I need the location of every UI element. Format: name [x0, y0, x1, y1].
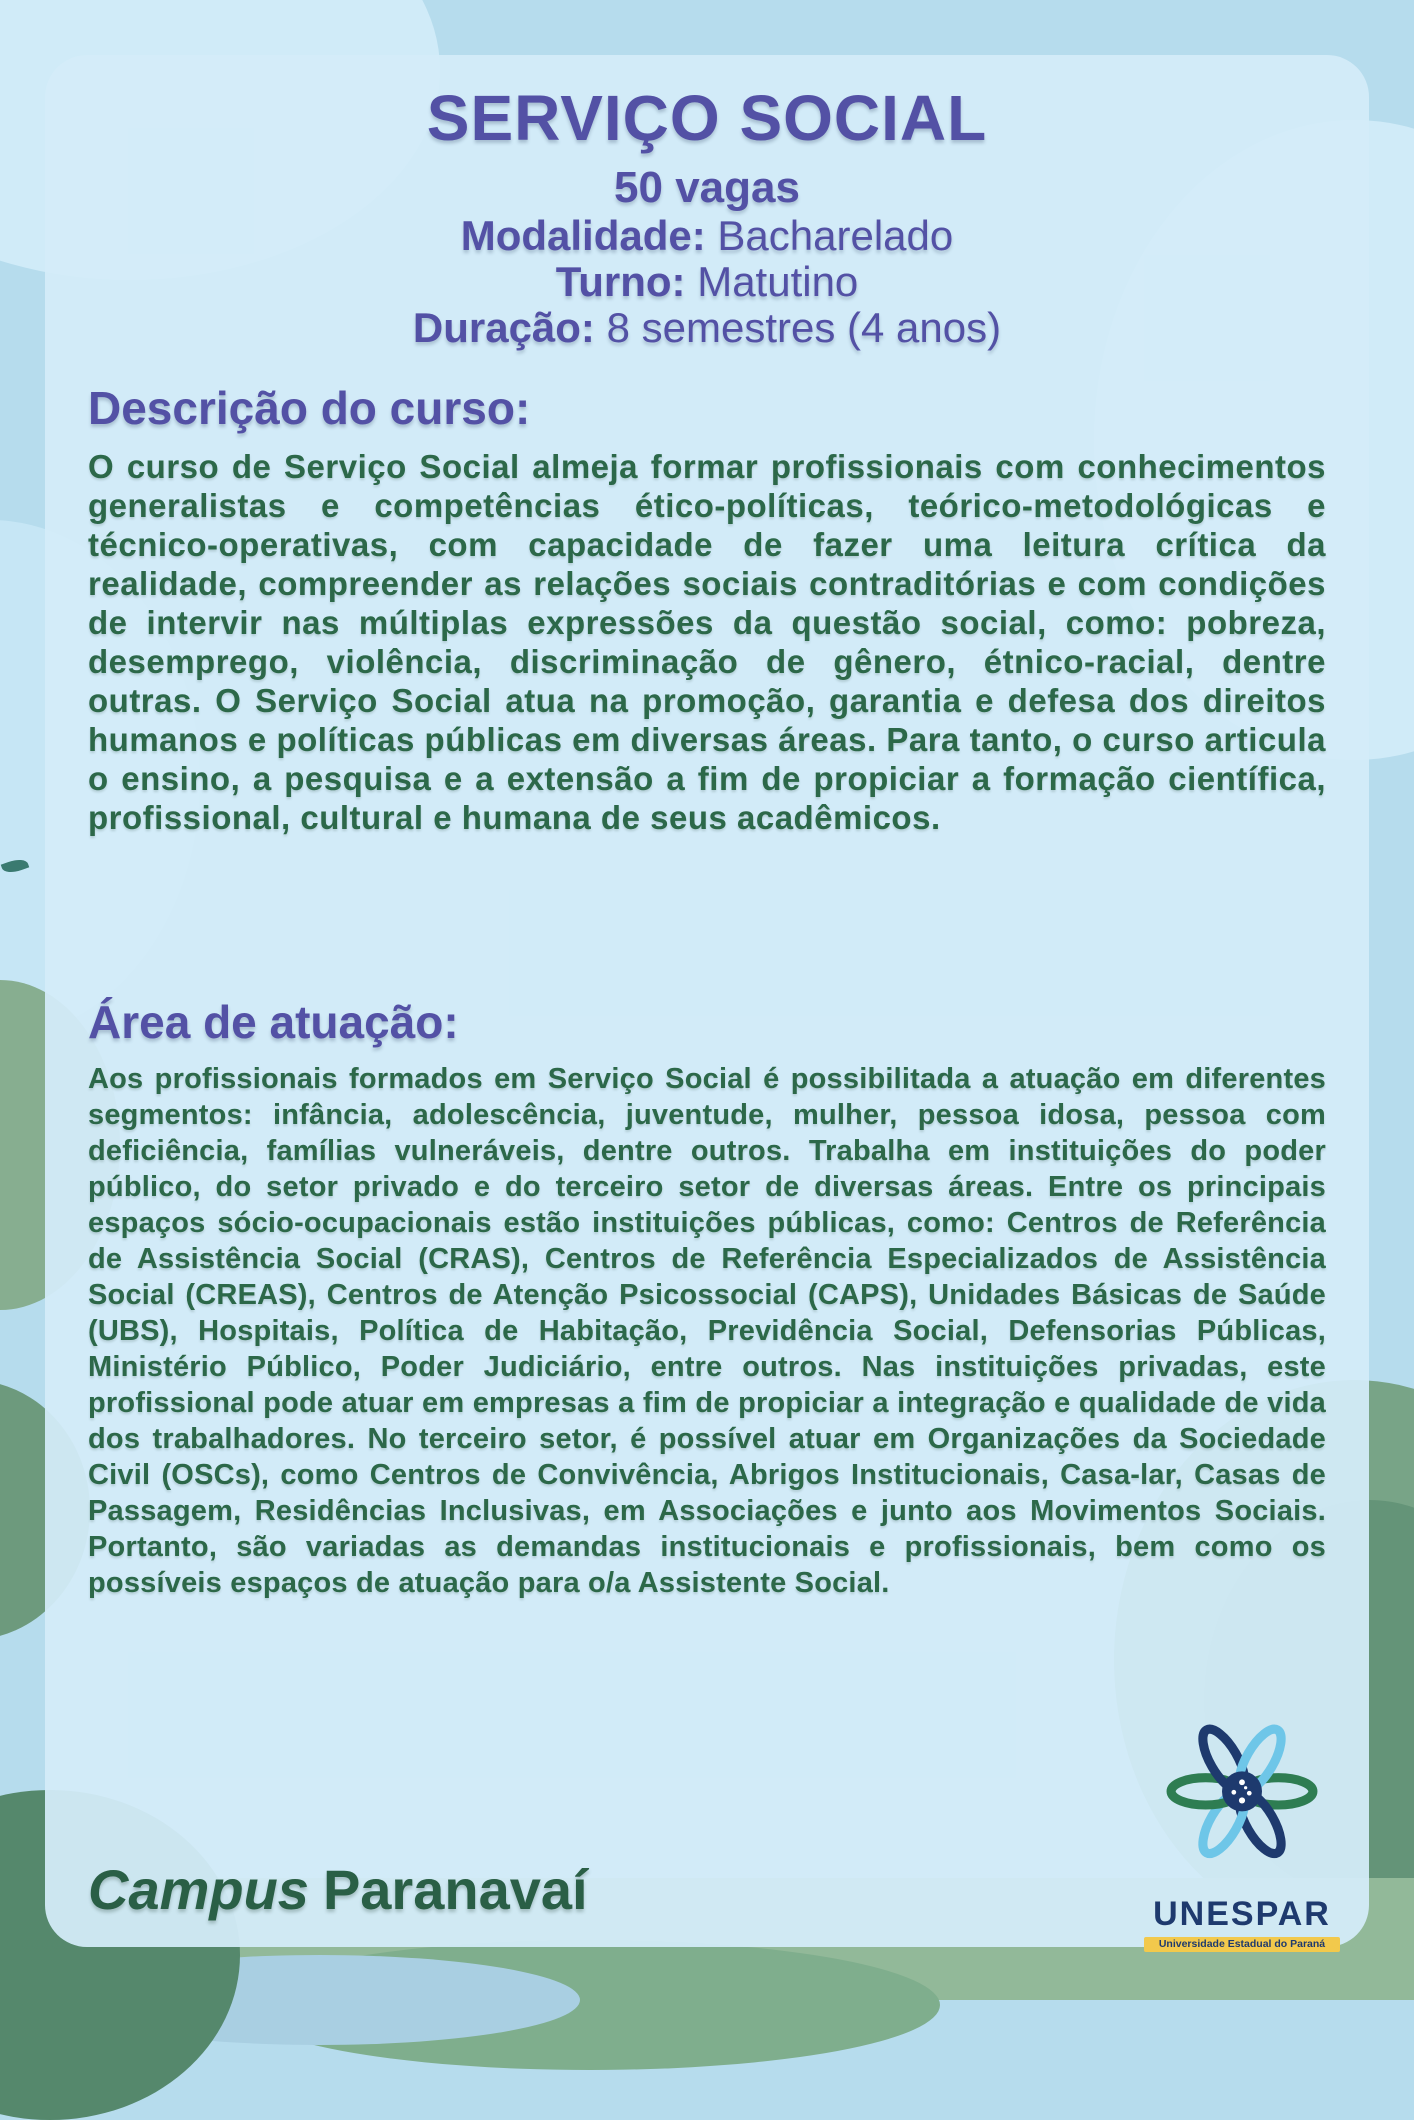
unespar-logo-subtitle: Universidade Estadual do Paraná	[1144, 1937, 1340, 1952]
duracao-label: Duração:	[412, 304, 595, 351]
info-turno	[88, 259, 1326, 305]
campus-word: Campus	[88, 1858, 309, 1921]
unespar-logo-icon	[1142, 1702, 1342, 1888]
section-descricao	[88, 381, 1326, 837]
campus-name: Paranavaí	[322, 1858, 588, 1921]
section-area-heading: Área de atuação:	[88, 996, 459, 1048]
info-duracao	[88, 305, 1326, 351]
unespar-logo	[1132, 1702, 1352, 1952]
course-title: SERVIÇO SOCIAL	[426, 82, 988, 154]
unespar-logo-text: UNESPAR	[1153, 1895, 1331, 1933]
section-descricao-heading: Descrição do curso:	[88, 382, 531, 434]
flyer-header	[88, 81, 1326, 351]
turno-value: Matutino	[697, 258, 859, 305]
flyer-panel	[45, 55, 1369, 1947]
section-area-atuacao	[88, 995, 1326, 1601]
duracao-value: 8 semestres (4 anos)	[606, 304, 1002, 351]
turno-label: Turno:	[555, 258, 686, 305]
modalidade-label: Modalidade:	[460, 212, 706, 259]
section-descricao-body: O curso de Serviço Social almeja formar profissionais com conhecimentos generalistas e competências ético-políticas, teórico-metodológicas e técnico-operativas, com capacidade de fazer uma leitura crítica da realidade, compreender as relações sociais contraditórias e com condições de intervir nas múltiplas expressões da questão social, como: pobreza, desemprego, violência, discriminação de gênero, étnico-racial, dentre outras. O Serviço Social atua na promoção, garantia e defesa dos direitos humanos e políticas públicas em diversas áreas. Para tanto, o curso articula o ensino, a pesquisa e a extensão a fim de propiciar a formação científica, profissional, cultural e humana de seus acadêmicos.	[88, 448, 1326, 836]
info-modalidade	[88, 213, 1326, 259]
campus-title	[88, 1857, 588, 1922]
vacancies-text: 50 vagas	[614, 163, 800, 212]
section-area-body: Aos profissionais formados em Serviço Social é possibilitada a atuação em diferentes segmentos: infância, adolescência, juventude, mulher, pessoa idosa, pessoa com deficiência, famílias vulneráveis, dentre outros. Trabalha em instituições do poder público, do setor privado e do terceiro setor de diversas áreas. Entre os principais espaços sócio-ocupacionais estão instituições públicas, como: Centros de Referência de Assistência Social (CRAS), Centros de Referência Especializados de Assistência Social (CREAS), Centros de Atenção Psicossocial (CAPS), Unidades Básicas de Saúde (UBS), Hospitais, Política de Habitação, Previdência Social, Defensorias Públicas, Ministério Público, Poder Judiciário, entre outros. Nas instituições privadas, este profissional pode atuar em empresas a fim de propiciar a integração e qualidade de vida dos trabalhadores. No terceiro setor, é possível atuar em Organizações da Sociedade Civil (OSCs), como Centros de Convivência, Abrigos Institucionais, Casa-lar, Casas de Passagem, Residências Inclusivas, em Associações e junto aos Movimentos Sociais. Portanto, são variadas as demandas institucionais e profissionais, bem como os possíveis espaços de atuação para o/a Assistente Social.	[88, 1063, 1326, 1599]
modalidade-value: Bacharelado	[717, 212, 954, 259]
